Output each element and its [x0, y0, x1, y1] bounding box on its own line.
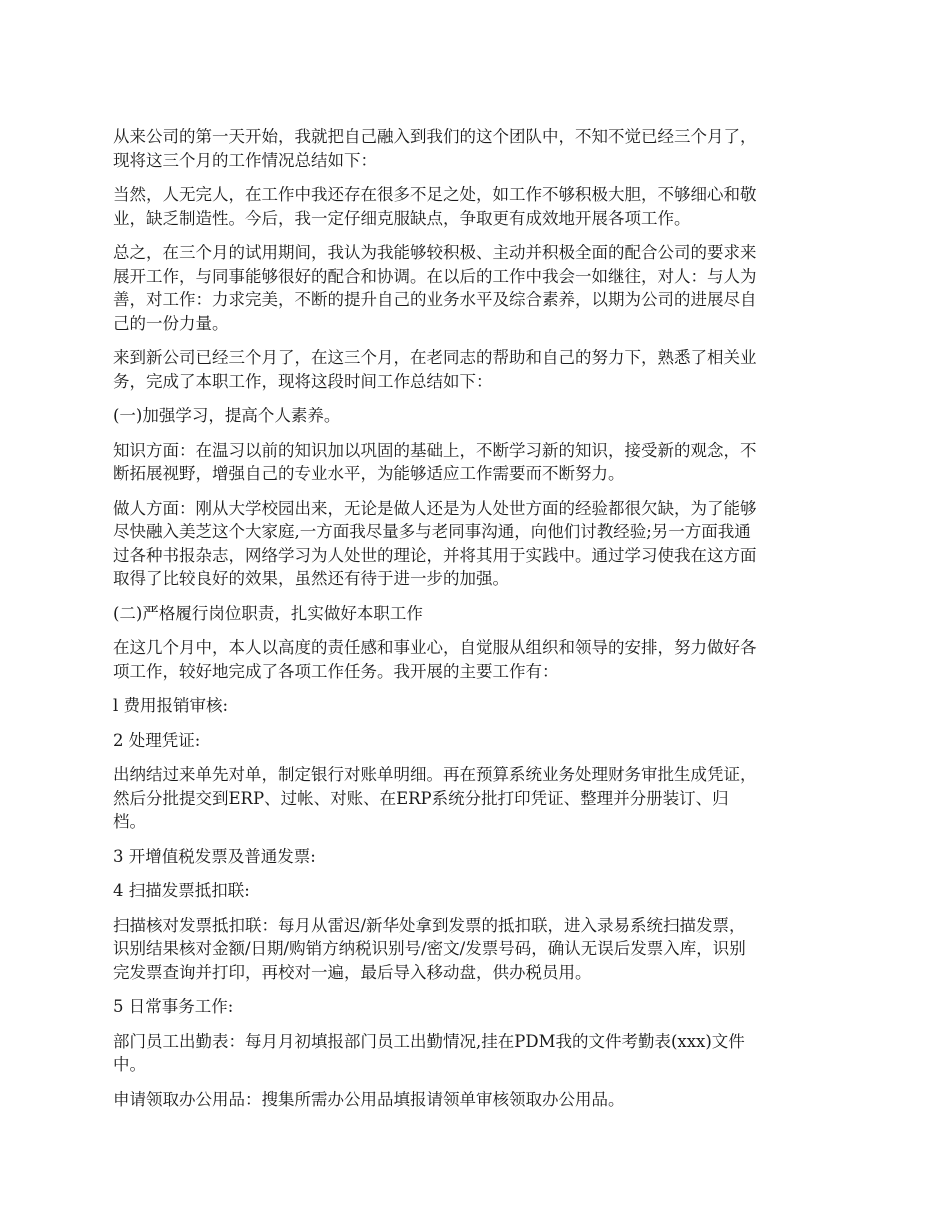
paragraph-duties: 在这几个月中，本人以高度的责任感和事业心，自觉服从组织和领导的安排，努力做好各 项工作，较好地完成了各项工作任务。我开展的主要工作有：	[113, 638, 757, 681]
item-heading-1: l 费用报销审核:	[113, 696, 229, 715]
paragraph-shortcomings: 当然，人无完人，在工作中我还存在很多不足之处，如工作不够积极大胆，不够细心和敬 业，缺乏制造性。今后，我一定仔细克服缺点，争取更有成效地开展各项工作。	[113, 185, 757, 228]
section-heading-1: (一)加强学习，提高个人素养。	[113, 406, 341, 425]
paragraph-knowledge: 知识方面：在温习以前的知识加以巩固的基础上，不断学习新的知识，接受新的观念，不 断拓展视野，增强自己的专业水平，为能够适应工作需要而不断努力。	[113, 440, 757, 483]
item-heading-5: 5 日常事务工作:	[113, 997, 234, 1016]
paragraph-attendance: 部门员工出勤表：每月月初填报部门员工出勤情况,挂在PDM我的文件考勤表(xxx)文件 中。	[113, 1031, 745, 1074]
item-heading-2: 2 处理凭证:	[113, 730, 201, 750]
document-body	[113, 125, 843, 1122]
paragraph-invoice-scan: 扫描核对发票抵扣联：每月从雷迟/新华处拿到发票的抵扣联，进入录易系统扫描发票， 识别结果核对金额/日期/购销方纳税识别号/密文/发票号码，确认无误后发票入库，识别 完发票查询并打印，再校对一遍，最后导入移动盘，供办税员用。	[113, 915, 746, 982]
item-heading-3: 3 开增值税发票及普通发票:	[113, 846, 316, 866]
item-heading-4: 4 扫描发票抵扣联:	[113, 881, 250, 900]
paragraph-overview: 来到新公司已经三个月了，在这三个月，在老同志的帮助和自己的努力下，熟悉了相关业 务，完成了本职工作，现将这段时间工作总结如下：	[113, 348, 757, 391]
paragraph-intro: 从来公司的第一天开始，我就把自己融入到我们的这个团队中，不知不觉已经三个月了， 现将这三个月的工作情况总结如下：	[113, 127, 757, 170]
section-heading-2: (二)严格履行岗位职责，扎实做好本职工作	[113, 603, 423, 623]
paragraph-vouchers: 出纳结过来单先对单，制定银行对账单明细。再在预算系统业务处理财务审批生成凭证， 然后分批提交到ERP、过帐、对账、在ERP系统分批打印凭证、整理并分册装订、归 档。	[113, 765, 757, 831]
paragraph-summary: 总之，在三个月的试用期间，我认为我能够较积极、主动并积极全面的配合公司的要求来 展开工作，与同事能够很好的配合和协调。在以后的工作中我会一如继往，对人：与人为 善，对工作：力求完美，不断的提升自己的业务水平及综合素养，以期为公司的进展尽自 己的一份力量。	[113, 243, 757, 333]
paragraph-office-supplies: 申请领取办公用品：搜集所需办公用品填报请领单审核领取办公用品。	[113, 1089, 625, 1109]
paragraph-conduct: 做人方面：刚从大学校园出来，无论是做人还是为人处世方面的经验都很欠缺，为了能够 尽快融入美芝这个大家庭,一方面我尽量多与老同事沟通，向他们讨教经验;另一方面我通 过各种书报杂志，网络学习为人处世的理论，并将其用于实践中。通过学习使我在这方面 取得了比较良好的效果，虽然还有待于进一步的加强。	[113, 498, 757, 588]
